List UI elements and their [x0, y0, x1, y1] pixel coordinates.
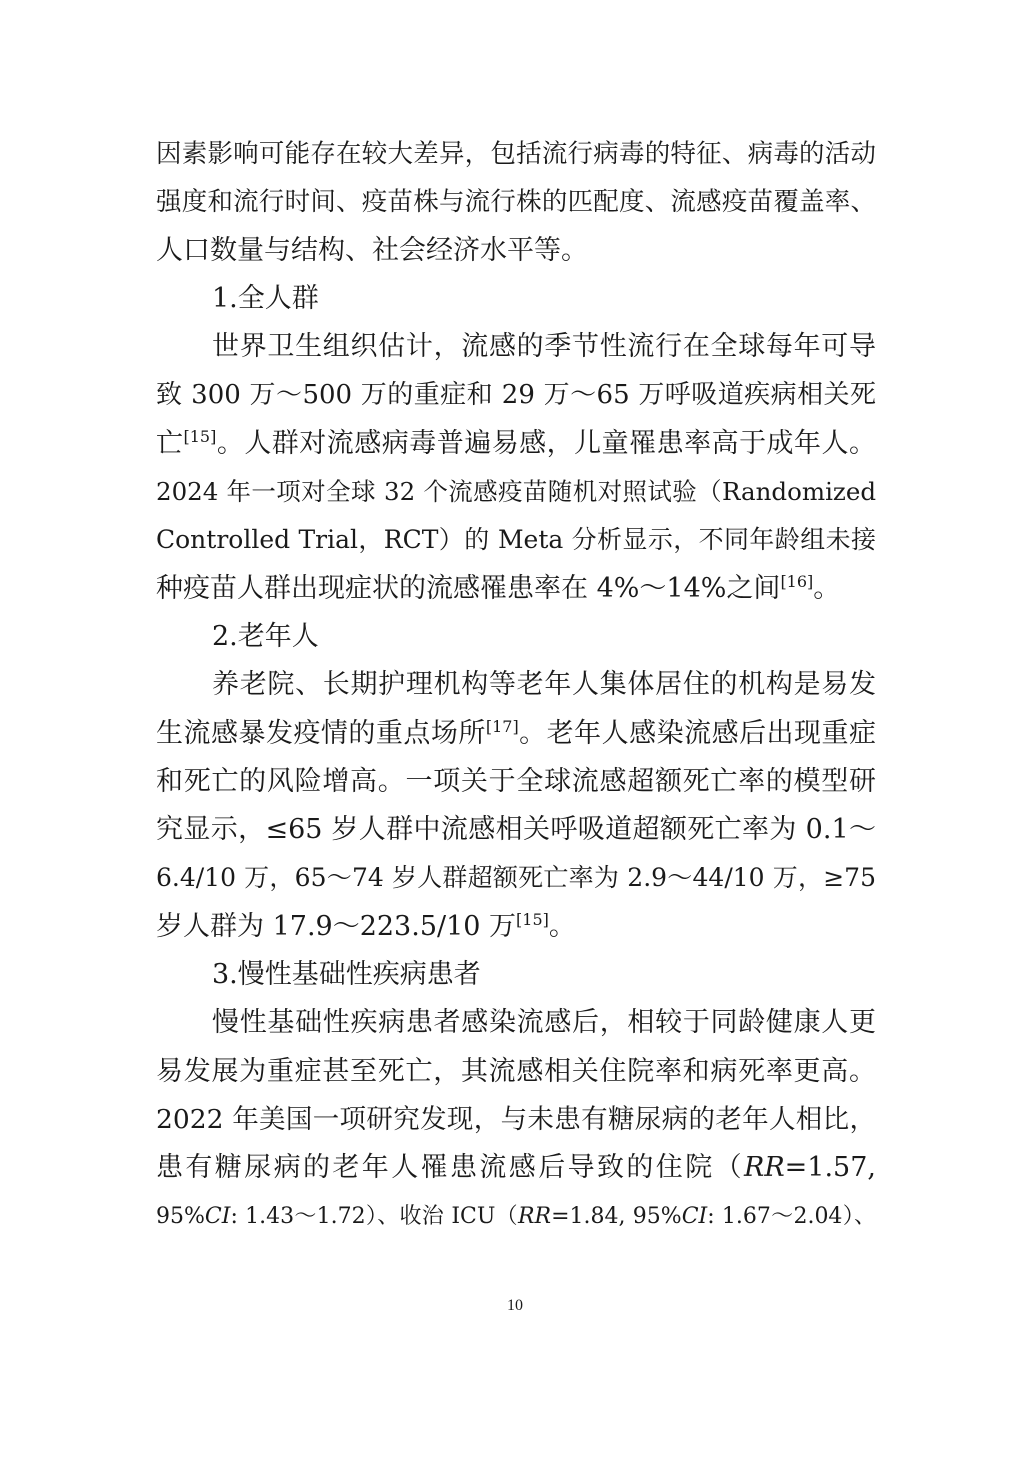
paragraph-line: 养老院、长期护理机构等老年人集体居住的机构是易发 — [212, 669, 876, 701]
paragraph-line: 人口数量与结构、社会经济水平等。 — [156, 234, 588, 266]
section-heading: 2.老年人 — [212, 620, 319, 652]
paragraph-line: 种疫苗人群出现症状的流感罹患率在 4%～14%之间[16]。 — [156, 571, 841, 604]
section-heading: 3.慢性基础性疾病患者 — [212, 959, 481, 991]
paragraph-line: 患有糖尿病的老年人罹患流感后导致的住院（RR=1.57, — [156, 1152, 876, 1184]
paragraph-line: 究显示，≤65 岁人群中流感相关呼吸道超额死亡率为 0.1～ — [156, 814, 876, 846]
paragraph-line: 世界卫生组织估计，流感的季节性流行在全球每年可导 — [212, 331, 876, 363]
paragraph-line: 生流感暴发疫情的重点场所[17]。老年人感染流感后出现重症 — [156, 716, 877, 749]
paragraph-line: 因素影响可能存在较大差异，包括流行病毒的特征、病毒的活动 — [156, 139, 876, 169]
paragraph-line: 致 300 万～500 万的重症和 29 万～65 万呼吸道疾病相关死 — [156, 380, 876, 411]
paragraph-line: 95%CI: 1.43～1.72）、收治 ICU（RR=1.84, 95%CI: 1.67～2.04）、 — [156, 1203, 876, 1229]
paragraph-line: 亡[15]。人群对流感病毒普遍易感，儿童罹患率高于成年人。 — [156, 426, 877, 459]
document-body — [156, 130, 876, 1241]
page-number: 10 — [507, 1297, 523, 1314]
paragraph-line: 和死亡的风险增高。一项关于全球流感超额死亡率的模型研 — [156, 765, 876, 797]
paragraph-line: Controlled Trial，RCT）的 Meta 分析显示，不同年龄组未接 — [156, 525, 876, 555]
citation: [15] — [516, 909, 549, 929]
paragraph-line: 强度和流行时间、疫苗株与流行株的匹配度、流感疫苗覆盖率、 — [156, 187, 876, 218]
paragraph-line: 慢性基础性疾病患者感染流感后，相较于同龄健康人更 — [212, 1007, 876, 1039]
citation: [17] — [485, 716, 519, 736]
paragraph-line: 2024 年一项对全球 32 个流感疫苗随机对照试验（Randomized — [156, 477, 876, 507]
citation: [15] — [183, 426, 217, 446]
paragraph-line: 2022 年美国一项研究发现，与未患有糖尿病的老年人相比， — [156, 1103, 876, 1135]
paragraph-line: 6.4/10 万，65～74 岁人群超额死亡率为 2.9～44/10 万，≥75 — [156, 863, 876, 893]
paragraph-line: 易发展为重症甚至死亡，其流感相关住院率和病死率更高。 — [156, 1055, 876, 1087]
paragraph-line: 岁人群为 17.9～223.5/10 万[15]。 — [156, 909, 576, 942]
citation: [16] — [780, 571, 814, 591]
section-heading: 1.全人群 — [212, 282, 319, 314]
